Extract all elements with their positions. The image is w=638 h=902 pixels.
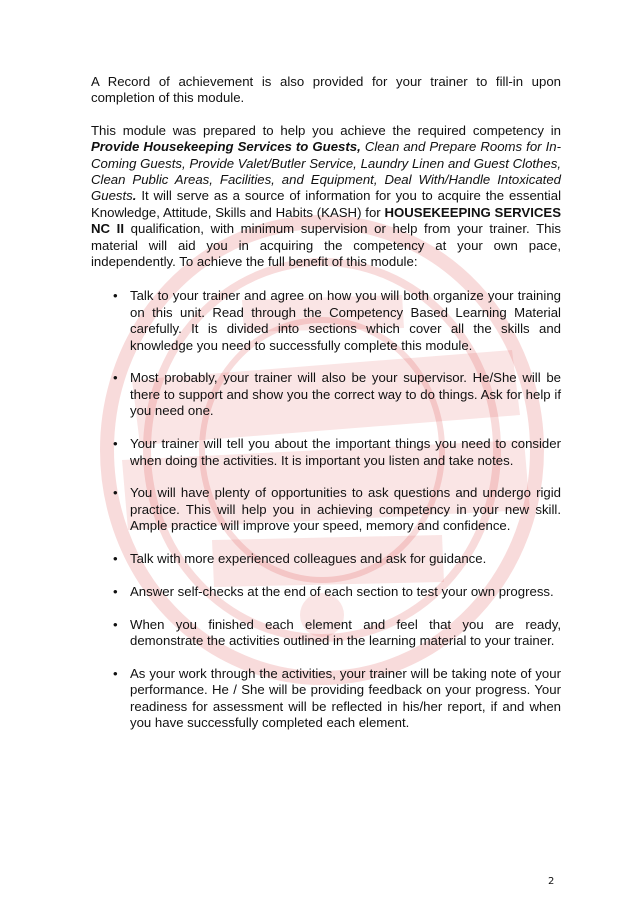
bullet-icon: • <box>113 485 118 501</box>
record-paragraph: A Record of achievement is also provided for your trainer to fill-in upon completion of this module. <box>91 74 561 106</box>
list-item: • Most probably, your trainer will also be your supervisor. He/She will be there to support and show you the correct way to do things. Ask for help if you need one. <box>113 370 561 419</box>
list-item: • Answer self-checks at the end of each section to test your own progress. <box>113 583 554 599</box>
unit-title: Provide Housekeeping Services to Guests, <box>91 139 361 155</box>
list-item: • When you finished each element and feel that you are ready, demonstrate the activities outlined in the learning material to your trainer. <box>113 616 561 648</box>
bullet-icon: • <box>113 583 118 599</box>
bullet-icon: • <box>113 436 118 452</box>
unit-elements: Clean and Prepare Rooms for In-Coming Guests, Provide Valet/Butler Service, Laundry Linen and Guest Clothes, Clean Public Areas, Facilities, and Equipment, Deal With/Handle Intoxicated Guests <box>91 139 561 204</box>
purpose-intro: This module was prepared to help you achieve the required competency in <box>91 122 561 138</box>
list-item: • Your trainer will tell you about the important things you need to consider when doing the activities. It is important you listen and take notes. <box>113 436 561 468</box>
document-body <box>91 74 561 748</box>
guidance-list <box>91 288 561 731</box>
bullet-icon: • <box>113 288 118 304</box>
qualification-name: HOUSEKEEPING SERVICES NC II <box>91 204 561 237</box>
list-item: • Talk to your trainer and agree on how you will both organize your training on this unit. Read through the Competency Based Learning Material carefully. It is divided into sections which cover all the skills and knowledge you need to successfully complete this module. <box>113 288 561 353</box>
purpose-end: qualification, with minimum supervision or help from your trainer. This material will aid you in acquiring the competency at your own pace, independently. To achieve the full benefit of this module: <box>91 221 561 270</box>
page-number: 2 <box>548 876 555 887</box>
bullet-icon: • <box>113 616 118 632</box>
purpose-middle: It will serve as a source of information for you to acquire the essential Knowledge, Attitude, Skills and Habits (KASH) for <box>91 188 561 220</box>
list-item: • You will have plenty of opportunities to ask questions and undergo rigid practice. This will help you in achieving competency in your new skill. Ample practice will improve your speed, memory and confidence. <box>113 485 561 534</box>
list-item: • As your work through the activities, your trainer will be taking note of your performance. He / She will be providing feedback on your progress. Your readiness for assessment will be reflected in his/her report, if and when you have successfully completed each element. <box>113 665 561 730</box>
bullet-icon: • <box>113 665 118 681</box>
module-purpose-paragraph: This module was prepared to help you achieve the required competency in Provide Housekeeping Services to Guests, Clean and Prepare Rooms for In-Coming Guests, Provide Valet/Butler Service, Laundry Linen and Guest Clothes, Clean Public Areas, Facilities, and Equipment, Deal With/Handle Intoxicated Guests. It will serve as a source of information for you to acquire the essential Knowledge, Attitude, Skills and Habits (KASH) for HOUSEKEEPING SERVICES NC II qualification, with minimum supervision or help from your trainer. This material will aid you in acquiring the competency at your own pace, independently. To achieve the full benefit of this module: <box>91 122 561 270</box>
bullet-icon: • <box>113 370 118 386</box>
bullet-icon: • <box>113 550 118 566</box>
list-item: • Talk with more experienced colleagues and ask for guidance. <box>113 550 487 566</box>
